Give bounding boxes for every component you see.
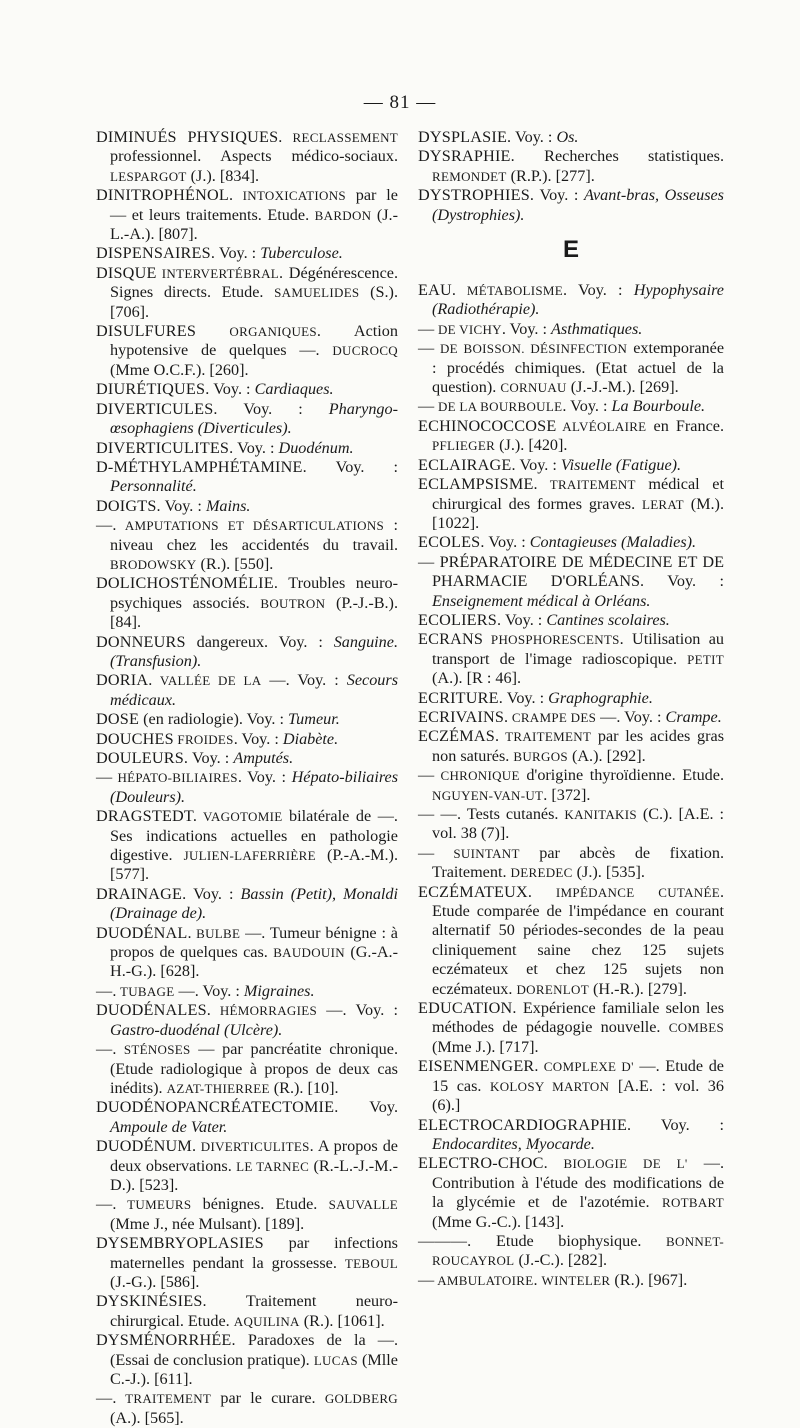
entry-reference: (R.). [10]. bbox=[269, 1078, 339, 1097]
entry-text: par le curare. bbox=[211, 1389, 325, 1408]
index-entry bbox=[418, 128, 724, 147]
entry-author: ROTBART bbox=[662, 1195, 724, 1211]
entry-see-also: Hépato-biliaires (Douleurs). bbox=[110, 768, 398, 806]
entry-see-also: Os. bbox=[556, 128, 579, 146]
entry-see-also: Personnalité. bbox=[110, 477, 197, 496]
entry-see-also: Enseignement médical à Orléans. bbox=[432, 591, 651, 610]
index-entry bbox=[418, 456, 724, 475]
index-entry bbox=[96, 730, 398, 749]
entry-text: Voy. : bbox=[631, 1115, 724, 1134]
entry-headword: — bbox=[96, 768, 113, 787]
index-entry bbox=[96, 497, 398, 516]
entry-reference: (J.). [834]. bbox=[186, 166, 260, 185]
entry-headword: ELECTROCARDIOGRAPHIE. bbox=[418, 1115, 632, 1134]
entry-author: DEREDEC bbox=[510, 865, 573, 881]
entry-text: (en radiologie). Voy. : bbox=[139, 710, 289, 729]
entry-headword: —. bbox=[96, 1195, 117, 1214]
entry-see-also: Avant-bras, Osseuses (Dystrophies). bbox=[432, 186, 724, 224]
entry-reference: (R.-L.-J.-M.-D.). [523]. bbox=[110, 1156, 398, 1194]
entry-headword: — bbox=[418, 397, 435, 416]
entry-subheading: DIVERTICULITES bbox=[196, 1139, 310, 1155]
entry-headword: —. bbox=[96, 1389, 117, 1408]
entry-headword: DUODÉNUM. bbox=[96, 1137, 197, 1156]
entry-headword: EDUCATION. bbox=[418, 999, 517, 1018]
index-entry bbox=[418, 475, 724, 533]
index-entry bbox=[418, 417, 724, 456]
entry-headword: ELECTRO-CHOC. bbox=[418, 1154, 548, 1173]
entry-subheading: DE BOISSON. DÉSINFECTION bbox=[434, 341, 628, 357]
entry-text: Voy. : bbox=[515, 455, 561, 474]
entry-author: DORENLOT bbox=[516, 981, 589, 997]
entry-headword: ECRANS bbox=[418, 630, 484, 649]
entry-see-also: Tuberculose. bbox=[260, 244, 343, 263]
entry-headword: ECOLES. bbox=[418, 533, 485, 552]
entry-headword: ECZÉMATEUX. bbox=[418, 882, 533, 901]
entry-author: WINTELER bbox=[541, 1272, 611, 1288]
entry-text: Voy. : bbox=[534, 186, 584, 205]
entry-text: —. Voy. : bbox=[317, 1001, 398, 1020]
entry-text: Voy. : bbox=[502, 688, 549, 707]
entry-author: REMONDET bbox=[432, 168, 507, 184]
entry-author: KOLOSY MARTON bbox=[490, 1078, 610, 1094]
entry-text: — par pancréatite chronique. (Etude radiologique à propos de deux cas inédits). bbox=[110, 1040, 398, 1097]
entry-see-also: Pharyngo-œsophagiens (Diverticules). bbox=[110, 399, 398, 438]
entry-subheading: HÉPATO-BILIAIRES bbox=[112, 770, 238, 786]
index-entry bbox=[96, 264, 398, 322]
index-entry bbox=[96, 1292, 398, 1331]
index-entry bbox=[96, 885, 398, 924]
entry-headword: DUODÉNAL. bbox=[96, 923, 192, 942]
entry-reference: (A.). [292]. bbox=[567, 746, 646, 765]
entry-headword: DINITROPHÉNOL. bbox=[96, 186, 234, 205]
entry-headword: DISPENSAIRES. bbox=[96, 244, 216, 263]
entry-subheading: ALVÉOLAIRE bbox=[556, 418, 647, 434]
entry-text: Voy. : bbox=[306, 457, 398, 476]
entry-headword: ECOLIERS. bbox=[418, 610, 502, 629]
entry-headword: ECLAIRAGE. bbox=[418, 455, 516, 474]
entry-text: . Voy. : bbox=[237, 768, 292, 787]
index-entry bbox=[96, 807, 398, 885]
entry-headword: DIVERTICULITES. bbox=[96, 438, 234, 457]
entry-subheading: MÉTABOLISME bbox=[456, 283, 564, 299]
entry-headword: DIVERTICULES. bbox=[96, 399, 218, 418]
entry-reference: (Mme J., née Mulsant). [189]. bbox=[110, 1214, 305, 1233]
right-column bbox=[418, 128, 724, 1290]
entry-author: AZAT-THIERREE bbox=[166, 1080, 270, 1096]
entry-see-also: Asthmatiques. bbox=[551, 319, 643, 338]
entry-text: PRÉPARATOIRE DE MÉDECINE ET DE PHARMACIE D'ORLÉANS. Voy. : bbox=[432, 552, 724, 591]
entry-text: Etude biophysique. bbox=[471, 1231, 667, 1250]
entry-see-also: Migraines. bbox=[243, 981, 315, 1000]
entry-reference: (G.-A.-H.-G.). [628]. bbox=[110, 943, 398, 981]
index-entry bbox=[96, 633, 398, 672]
entry-author: CORNUAU bbox=[500, 380, 567, 396]
entry-text: Tests cutanés. bbox=[461, 805, 565, 823]
entry-subheading: RECLASSEMENT bbox=[282, 130, 398, 145]
entry-headword: DYSMÉNORRHÉE. bbox=[96, 1331, 236, 1350]
entry-subheading: STÉNOSES bbox=[116, 1042, 191, 1058]
right-column-top-entries bbox=[418, 128, 724, 225]
index-entry bbox=[418, 553, 724, 611]
index-entry bbox=[418, 805, 724, 844]
index-entry bbox=[96, 1040, 398, 1098]
index-entry bbox=[418, 844, 724, 883]
entry-author: AQUILINA bbox=[233, 1313, 300, 1329]
entry-headword: DONNEURS bbox=[96, 632, 186, 651]
entry-text: —. Etude de 15 cas. bbox=[432, 1057, 724, 1095]
entry-text: Traitement neuro-chirurgical. Etude. bbox=[110, 1292, 398, 1330]
entry-text: Voy. : bbox=[484, 533, 530, 552]
index-entry bbox=[418, 320, 724, 339]
entry-headword: ECRIVAINS. bbox=[418, 707, 509, 726]
entry-headword: —. bbox=[96, 516, 117, 535]
index-entry bbox=[96, 1389, 398, 1428]
entry-see-also: Mains. bbox=[205, 496, 251, 515]
entry-text: Recherches statistiques. bbox=[514, 147, 724, 166]
entry-see-also: Ampoule de Vater. bbox=[110, 1117, 228, 1136]
entry-headword: DIURÉTIQUES. bbox=[96, 380, 210, 399]
entry-headword: DOUCHES bbox=[96, 729, 174, 748]
entry-see-also: Visuelle (Fatigue). bbox=[560, 455, 682, 474]
entry-headword: DYSEMBRYOPLASIES bbox=[96, 1234, 264, 1253]
entry-reference: (J.-C.). [282]. bbox=[514, 1251, 608, 1270]
entry-text: par infections maternelles pendant la grossesse. bbox=[110, 1234, 398, 1272]
entry-subheading: BULBE bbox=[191, 925, 241, 941]
entry-text: extemporanée : procédés chimiques. (Etat actuel de la question). bbox=[432, 339, 725, 397]
entry-text: Voy. : bbox=[217, 399, 329, 418]
entry-subheading: VAGOTOMIE bbox=[197, 809, 283, 825]
entry-reference: (J.-J.-M.). [269]. bbox=[566, 378, 679, 397]
left-column bbox=[96, 128, 398, 1428]
entry-text: Voy. : bbox=[215, 244, 261, 263]
entry-text: Voy. : bbox=[209, 380, 255, 399]
entry-see-also: Amputés. bbox=[233, 749, 294, 767]
entry-text: Voy. : bbox=[186, 884, 241, 903]
entry-text: Voy. : bbox=[160, 496, 206, 515]
entry-headword: DIMINUÉS PHYSIQUES. bbox=[96, 128, 283, 146]
entry-subheading: TUMEURS bbox=[116, 1197, 192, 1213]
entry-see-also: Sanguine. (Transfusion). bbox=[110, 632, 398, 670]
entry-author: BOUTRON bbox=[260, 595, 326, 611]
entry-text: Voy. : bbox=[511, 128, 557, 146]
entry-headword: — bbox=[418, 1270, 435, 1289]
entry-headword: —. bbox=[96, 1040, 117, 1059]
entry-subheading: PHOSPHORESCENTS bbox=[483, 632, 620, 648]
index-entry bbox=[96, 982, 398, 1001]
entry-text: . Dégénérescence. Signes directs. Etude. bbox=[110, 263, 398, 302]
index-entry bbox=[96, 1001, 398, 1040]
entry-subheading: ORGANIQUES bbox=[196, 324, 317, 340]
index-entry bbox=[418, 147, 724, 186]
entry-headword: —. bbox=[96, 981, 117, 1000]
entry-subheading: AMBULATOIRE bbox=[434, 1272, 534, 1288]
index-entry bbox=[418, 611, 724, 630]
entry-text: bénignes. Etude. bbox=[191, 1195, 329, 1214]
entry-see-also: Tumeur. bbox=[288, 710, 340, 729]
entry-headword: DYSKINÉSIES. bbox=[96, 1292, 207, 1311]
entry-headword: D-MÉTHYLAMPHÉTAMINE. bbox=[96, 457, 307, 476]
entry-text: —. Voy. : bbox=[261, 671, 347, 690]
entry-author: PFLIEGER bbox=[432, 438, 496, 454]
entry-text: d'origine thyroïdienne. Etude. bbox=[519, 766, 724, 785]
entry-author: KANITAKIS bbox=[564, 807, 637, 822]
entry-reference: (Mme O.C.F.). [260]. bbox=[110, 360, 249, 379]
index-entry bbox=[418, 1057, 724, 1115]
entry-subheading: COMPLEXE D' bbox=[538, 1059, 634, 1075]
index-entry bbox=[418, 689, 724, 708]
entry-headword: DYSTROPHIES. bbox=[418, 186, 535, 205]
index-entry bbox=[96, 768, 398, 807]
entry-text: —. Voy. : bbox=[174, 981, 244, 1000]
entry-see-also: Bassin (Petit), Monaldi (Drainage de). bbox=[110, 884, 399, 923]
index-entry bbox=[96, 322, 398, 380]
entry-reference: (R.). [550]. bbox=[196, 554, 274, 573]
entry-text: Expérience familiale selon les méthodes de pédagogie nouvelle. bbox=[432, 999, 724, 1037]
entry-subheading: AMPUTATIONS ET DÉSARTICULATIONS bbox=[116, 518, 385, 534]
entry-see-also: Crampe. bbox=[665, 707, 722, 726]
index-entry bbox=[418, 727, 724, 766]
index-entry bbox=[418, 281, 724, 320]
entry-headword: — bbox=[418, 339, 435, 358]
entry-text: Voy. : bbox=[188, 749, 234, 767]
entry-see-also: Graphographie. bbox=[548, 688, 653, 707]
entry-text: —. Voy. : bbox=[596, 707, 666, 726]
index-entry bbox=[96, 1137, 398, 1195]
entry-reference: (S.). [706]. bbox=[110, 283, 398, 321]
entry-headword: — bbox=[418, 552, 435, 571]
entry-headword: EISENMENGER. bbox=[418, 1057, 539, 1076]
entry-author: JULIEN-LAFERRIÈRE bbox=[183, 848, 316, 864]
entry-headword: — —. bbox=[418, 805, 462, 823]
entry-reference: (R.P.). [277]. bbox=[506, 166, 595, 185]
index-entry bbox=[96, 516, 398, 574]
entry-reference: [A.E. : vol. 36 (6).] bbox=[432, 1076, 724, 1115]
index-entry bbox=[418, 186, 724, 225]
index-entry bbox=[418, 630, 724, 688]
entry-reference: (J.-G.). [586]. bbox=[110, 1272, 200, 1291]
entry-author: BAUDOUIN bbox=[273, 945, 345, 961]
entry-see-also: La Bourboule. bbox=[611, 397, 706, 416]
index-entry bbox=[96, 1234, 398, 1292]
entry-reference: (Mlle C.-J.). [611]. bbox=[110, 1350, 398, 1388]
entry-subheading: CHRONIQUE bbox=[434, 768, 520, 784]
entry-subheading: HÉMORRAGIES bbox=[211, 1003, 318, 1019]
entry-author: PETIT bbox=[687, 651, 724, 667]
index-entry bbox=[96, 749, 398, 768]
entry-text: par abcès de fixation. Traitement. bbox=[432, 843, 725, 882]
entry-see-also: Hypophysaire (Radiothérapie). bbox=[432, 281, 724, 319]
index-entry bbox=[96, 186, 398, 244]
entry-headword: DRAGSTEDT. bbox=[96, 807, 198, 826]
index-entry bbox=[418, 708, 724, 727]
index-entry bbox=[418, 766, 724, 805]
entry-text: . bbox=[533, 1270, 542, 1289]
entry-text: Voy. bbox=[338, 1098, 398, 1117]
entry-headword: DOULEURS. bbox=[96, 749, 189, 767]
entry-see-also: Cardiaques. bbox=[254, 380, 334, 399]
index-entry bbox=[418, 999, 724, 1057]
entry-text: Paradoxes de la —. (Essai de conclusion pratique). bbox=[110, 1331, 398, 1369]
entry-reference: (P.-J.-B.). [84]. bbox=[110, 593, 398, 632]
entry-text: . Voy. : bbox=[233, 729, 283, 748]
entry-text: . Etude comparée de l'impédance en courant alternatif 50 périodes-secondes de la peau cliniquement saine chez 125 sujets eczémateux et chez 125 sujets non eczémateux. bbox=[432, 882, 724, 998]
letter-heading: E bbox=[562, 236, 579, 264]
entry-see-also: Cantines scolaires. bbox=[546, 610, 670, 629]
entry-subheading: INTERVERTÉBRAL bbox=[156, 265, 280, 281]
entry-author: LERAT bbox=[641, 496, 684, 512]
entry-author: LUCAS bbox=[313, 1352, 358, 1368]
index-entry bbox=[96, 380, 398, 399]
entry-author: BRODOWSKY bbox=[110, 556, 197, 572]
entry-subheading: CRAMPE DES bbox=[508, 709, 597, 725]
index-entry bbox=[96, 1195, 398, 1234]
entry-headword: DRAINAGE. bbox=[96, 884, 187, 903]
entry-author: NGUYEN-VAN-UT bbox=[432, 787, 544, 803]
entry-subheading: SUINTANT bbox=[434, 845, 520, 861]
entry-author: LESPARGOT bbox=[110, 168, 187, 184]
entry-text: Voy. : bbox=[233, 438, 279, 457]
entry-headword: — bbox=[418, 843, 435, 862]
index-entry bbox=[418, 1116, 724, 1155]
index-entry bbox=[96, 1331, 398, 1389]
entry-headword: DYSRAPHIE. bbox=[418, 147, 515, 166]
index-entry bbox=[96, 439, 398, 458]
entry-headword: DISULFURES bbox=[96, 322, 197, 341]
entry-author: TEBOUL bbox=[344, 1255, 398, 1271]
index-entry bbox=[96, 574, 398, 632]
entry-headword: EAU. bbox=[418, 281, 457, 300]
entry-headword: DOIGTS. bbox=[96, 496, 161, 515]
index-entry bbox=[96, 244, 398, 263]
entry-text: . Voy. : bbox=[562, 397, 612, 416]
index-entry bbox=[418, 1271, 724, 1290]
entry-reference: (A.). [R : 46]. bbox=[432, 669, 522, 688]
entry-subheading: TRAITEMENT bbox=[499, 729, 592, 745]
entry-text: professionnel. Aspects médico-sociaux. bbox=[110, 147, 398, 166]
entry-headword: DUODÉNALES. bbox=[96, 1001, 212, 1020]
entry-subheading: VALLÉE DE LA bbox=[152, 673, 262, 689]
index-entry bbox=[418, 1154, 724, 1232]
index-entry bbox=[96, 458, 398, 497]
entry-headword: ECHINOCOCCOSE bbox=[418, 416, 557, 435]
entry-text: Troubles neuro-psychiques associés. bbox=[110, 574, 398, 612]
entry-see-also: Diabète. bbox=[282, 729, 339, 748]
entry-reference: (R.). [1061]. bbox=[299, 1311, 385, 1330]
entry-author: BONNET-ROUCAYROL bbox=[432, 1233, 724, 1269]
entry-text: . Utilisation au transport de l'image radioscopique. bbox=[432, 630, 724, 668]
entry-subheading: FROIDES bbox=[173, 731, 234, 747]
index-entry bbox=[96, 924, 398, 982]
entry-see-also: Duodénum. bbox=[278, 438, 354, 457]
page-number: — 81 — bbox=[363, 92, 437, 113]
entry-see-also: Contagieuses (Maladies). bbox=[529, 533, 697, 552]
entry-text: par les acides gras non saturés. bbox=[432, 727, 724, 765]
index-entry bbox=[418, 533, 724, 552]
entry-reference: (J.). [535]. bbox=[572, 863, 645, 882]
right-column-entries bbox=[418, 281, 724, 1290]
entry-text: dangereux. Voy. : bbox=[185, 632, 334, 651]
entry-text: . Voy. : bbox=[501, 319, 552, 338]
entry-reference: (J.). [420]. bbox=[495, 436, 568, 455]
index-entry bbox=[96, 710, 398, 729]
index-entry bbox=[96, 128, 398, 186]
index-entry bbox=[418, 1232, 724, 1271]
entry-author: BURGOS bbox=[513, 748, 568, 764]
entry-see-also: Endocardites, Myocarde. bbox=[432, 1134, 595, 1153]
entry-text: bilatérale de —. Ses indications actuelles en pathologie digestive. bbox=[110, 807, 398, 865]
entry-author: SAUVALLE bbox=[328, 1197, 398, 1213]
entry-subheading: DE VICHY bbox=[434, 321, 502, 337]
entry-text: —. Contribution à l'étude des modifications de la glycémie et de l'azotémie. bbox=[432, 1154, 724, 1212]
entry-reference: (Mme J.). [717]. bbox=[432, 1037, 539, 1056]
entry-subheading: BIOLOGIE DE L' bbox=[547, 1156, 688, 1172]
entry-headword: DORIA. bbox=[96, 671, 153, 690]
index-entry bbox=[96, 1098, 398, 1137]
index-entry bbox=[96, 671, 398, 710]
entry-reference: (J.-L.-A.). [807]. bbox=[110, 205, 398, 244]
entry-headword: ECZÉMAS. bbox=[418, 727, 500, 746]
entry-see-also: Gastro-duodénal (Ulcère). bbox=[110, 1020, 283, 1039]
entry-reference: (A.). [565]. bbox=[110, 1408, 184, 1427]
entry-subheading: TRAITEMENT bbox=[116, 1391, 212, 1407]
entry-subheading: DE LA BOURBOULE bbox=[434, 399, 563, 415]
entry-headword: ECRITURE. bbox=[418, 688, 503, 707]
entry-author: GOLDBERG bbox=[324, 1391, 398, 1407]
entry-headword: DYSPLASIE. bbox=[418, 128, 512, 146]
entry-subheading: IMPÉDANCE CUTANÉE bbox=[532, 884, 720, 900]
entry-reference: . [372]. bbox=[543, 785, 591, 804]
entry-subheading: INTOXICATIONS bbox=[233, 188, 346, 204]
entry-author: SAMUELIDES bbox=[274, 285, 360, 301]
entry-reference: (R.). [967]. bbox=[610, 1270, 688, 1289]
entry-text: . Action hypotensive de quelques —. bbox=[110, 322, 398, 360]
entry-author: BARDON bbox=[314, 207, 372, 223]
entry-text: Voy. : bbox=[501, 610, 547, 629]
entry-author: LE TARNEC bbox=[236, 1158, 310, 1174]
entry-subheading: TUBAGE bbox=[116, 983, 175, 999]
entry-author: DUCROCQ bbox=[332, 343, 398, 359]
entry-text: par le — et leurs traitements. Etude. bbox=[110, 186, 398, 224]
entry-author: COMBES bbox=[668, 1020, 724, 1036]
entry-reference: (H.-R.). [279]. bbox=[588, 979, 687, 998]
entry-reference: (Mme G.-C.). [143]. bbox=[432, 1212, 565, 1231]
entry-headword: — bbox=[418, 766, 435, 785]
entry-see-also: Secours médicaux. bbox=[110, 671, 398, 709]
index-entry bbox=[418, 883, 724, 999]
entry-text: médical et chirurgical des formes graves. bbox=[432, 475, 724, 513]
index-entry bbox=[418, 339, 724, 397]
entry-headword: DISQUE bbox=[96, 263, 157, 282]
entry-reference: (P.-A.-M.). [577]. bbox=[110, 846, 398, 884]
entry-text: : niveau chez les accidentés du travail. bbox=[110, 516, 398, 554]
entry-headword: ECLAMPSISME. bbox=[418, 475, 538, 494]
index-entry bbox=[96, 400, 398, 439]
index-entry bbox=[418, 397, 724, 416]
entry-reference: (M.). [1022]. bbox=[432, 494, 724, 532]
entry-text: . A propos de deux observations. bbox=[110, 1137, 398, 1175]
entry-headword: DOSE bbox=[96, 710, 140, 729]
entry-text: —. Tumeur bénigne : à propos de quelques cas. bbox=[110, 923, 398, 962]
entry-headword: DOLICHOSTÉNOMÉLIE. bbox=[96, 574, 279, 593]
entry-reference: (C.). [A.E. : vol. 38 (7)]. bbox=[432, 805, 724, 843]
entry-headword: DUODÉNOPANCRÉATECTOMIE. bbox=[96, 1098, 339, 1117]
entry-text: . Voy. : bbox=[563, 281, 634, 300]
entry-headword: — bbox=[418, 319, 435, 338]
entry-text: en France. bbox=[646, 416, 724, 435]
entry-subheading: TRAITEMENT bbox=[537, 477, 636, 493]
entry-headword: ———. bbox=[418, 1231, 472, 1250]
